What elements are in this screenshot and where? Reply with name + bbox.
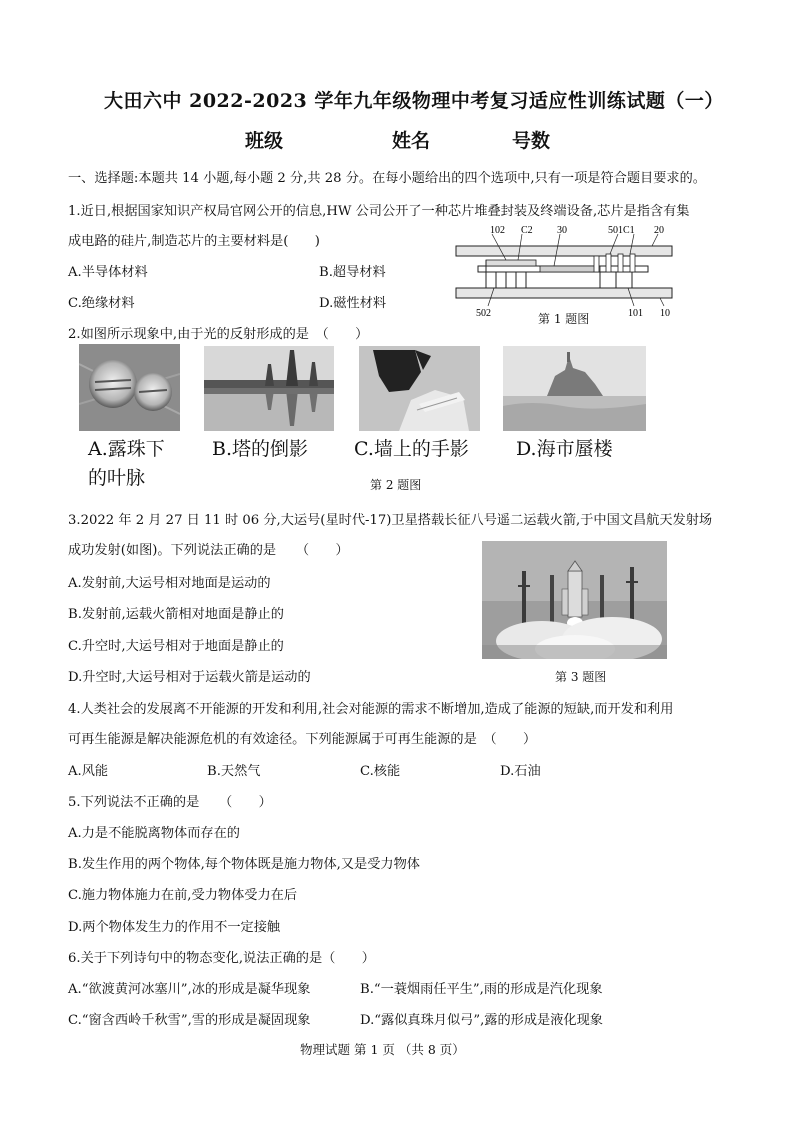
label-502: 502 (476, 308, 491, 319)
class-label: 班级 (245, 130, 284, 152)
q4-option-d: D.石油 (500, 764, 541, 779)
label-c2: C2 (521, 226, 533, 236)
q4-line1: 4.人类社会的发展离不开能源的开发和利用,社会对能源的需求不断增加,造成了能源的短缺,而开发和利用 (68, 702, 674, 717)
number-label: 号数 (512, 130, 551, 152)
q5-option-b: B.发生作用的两个物体,每个物体既是施力物体,又是受力物体 (68, 857, 420, 872)
q6-option-c: C.“窗含西岭千秋雪”,雪的形成是凝固现象 (68, 1013, 311, 1028)
mirage-photo (503, 346, 646, 431)
q2-caption-a-line2: 的叶脉 (88, 467, 146, 489)
section-heading: 一、选择题:本题共 14 小题,每小题 2 分,共 28 分。在每小题给出的四个选项中,只有一项是符合题目要求的。 (68, 171, 706, 186)
q6-option-d: D.“露似真珠月似弓”,露的形成是液化现象 (360, 1013, 603, 1028)
q1-line1: 1.近日,根据国家知识产权局官网公开的信息,HW 公司公开了一种芯片堆叠封装及终端设备,芯片是指含有集 (68, 204, 690, 219)
label-30: 30 (557, 226, 567, 236)
rocket-launch-photo (482, 541, 667, 659)
q6-stem: 6.关于下列诗句中的物态变化,说法正确的是（ ） (68, 951, 375, 966)
chip-stack-diagram (448, 226, 680, 322)
q5-stem: 5.下列说法不正确的是 （ ） (68, 795, 272, 810)
q6-option-b: B.“一蓑烟雨任平生”,雨的形成是汽化现象 (360, 982, 603, 997)
q5-option-c: C.施力物体施力在前,受力物体受力在后 (68, 888, 298, 903)
name-label: 姓名 (392, 130, 431, 152)
q2-caption-c: C.墙上的手影 (354, 438, 469, 460)
q3-option-d: D.升空时,大运号相对于运载火箭是运动的 (68, 670, 311, 685)
q1-option-c: C.绝缘材料 (68, 296, 135, 311)
q3-option-a: A.发射前,大运号相对地面是运动的 (68, 576, 271, 591)
q5-option-a: A.力是不能脱离物体而存在的 (68, 826, 240, 841)
q2-stem: 2.如图所示现象中,由于光的反射形成的是 （ ） (68, 327, 369, 342)
page-footer: 物理试题 第 1 页 （共 8 页） (300, 1042, 465, 1057)
hand-shadow-photo (359, 346, 480, 431)
q1-option-d: D.磁性材料 (319, 296, 387, 311)
q1-figure-caption: 第 1 题图 (538, 312, 590, 326)
q4-option-a: A.风能 (68, 764, 109, 779)
q2-caption-d: D.海市蜃楼 (516, 438, 613, 460)
label-101: 101 (628, 308, 643, 319)
q1-option-b: B.超导材料 (319, 265, 386, 280)
q3-option-c: C.升空时,大运号相对于地面是静止的 (68, 639, 284, 654)
q3-line2: 成功发射(如图)。下列说法正确的是 （ ） (68, 543, 349, 558)
q2-figure-caption: 第 2 题图 (370, 478, 422, 492)
q5-option-d: D.两个物体发生力的作用不一定接触 (68, 920, 281, 935)
pagoda-reflection-photo (204, 346, 334, 431)
label-10: 10 (660, 308, 670, 319)
q3-figure-caption: 第 3 题图 (555, 670, 607, 684)
label-102: 102 (490, 226, 505, 236)
q4-option-b: B.天然气 (207, 764, 261, 779)
q2-caption-b: B.塔的倒影 (212, 438, 309, 460)
q1-line2: 成电路的硅片,制造芯片的主要材料是( ) (68, 234, 320, 249)
q2-caption-a-line1: A.露珠下 (88, 438, 165, 460)
page-title: 大田六中 2022-2023 学年九年级物理中考复习适应性训练试题（一） (104, 90, 724, 112)
q3-line1: 3.2022 年 2 月 27 日 11 时 06 分,大运号(星时代-17)卫星搭载长征八号遥二运载火箭,于中国文昌航天发射场 (68, 513, 713, 528)
label-501c1: 501C1 (608, 226, 635, 236)
q6-option-a: A.“欲渡黄河冰塞川”,冰的形成是凝华现象 (68, 982, 311, 997)
q3-option-b: B.发射前,运载火箭相对地面是静止的 (68, 607, 284, 622)
q4-line2: 可再生能源是解决能源危机的有效途径。下列能源属于可再生能源的是 （ ） (68, 732, 537, 747)
q4-option-c: C.核能 (360, 764, 401, 779)
dewdrop-photo (79, 344, 180, 431)
label-20: 20 (654, 226, 664, 236)
q1-option-a: A.半导体材料 (68, 265, 148, 280)
